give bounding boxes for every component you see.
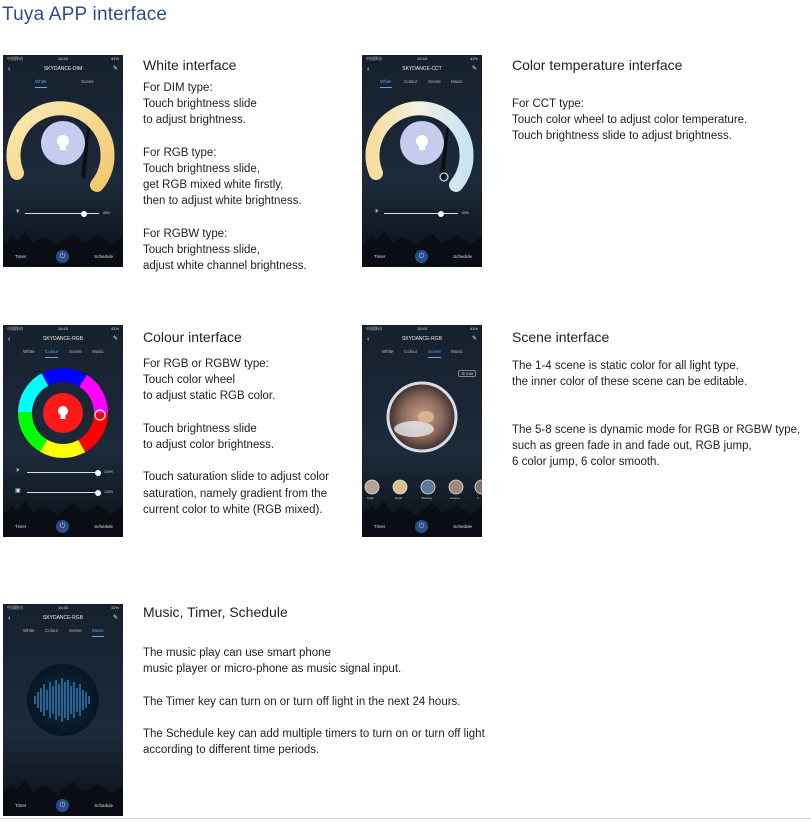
tab-white[interactable]: White bbox=[23, 349, 35, 354]
brightness-slider[interactable] bbox=[25, 213, 99, 214]
scene-thumb-leisure[interactable] bbox=[449, 480, 463, 494]
music-section-title: Music, Timer, Schedule bbox=[143, 604, 288, 620]
clock: 15:43 bbox=[416, 326, 427, 331]
tab-white[interactable]: White bbox=[380, 77, 392, 88]
scene-thumb-working[interactable] bbox=[421, 480, 435, 494]
brightness-slider[interactable] bbox=[384, 213, 458, 214]
saturation-icon: ▣ bbox=[15, 488, 21, 494]
brightness-knob[interactable] bbox=[438, 211, 444, 217]
device-title: SKYDANCE-RGB bbox=[42, 336, 83, 342]
timer-button[interactable]: Timer bbox=[15, 254, 27, 259]
scene-thumb-read[interactable] bbox=[393, 480, 407, 494]
carrier: 中国移动 bbox=[366, 326, 382, 331]
device-title: SKYDANCE-RGB bbox=[42, 615, 83, 621]
schedule-button[interactable]: Schedule bbox=[94, 254, 113, 259]
tab-colour[interactable]: Colour bbox=[45, 347, 58, 358]
brightness-icon: ☀ bbox=[15, 209, 21, 215]
colour-section-title: Colour interface bbox=[143, 329, 242, 345]
saturation-value: 100% bbox=[104, 490, 113, 494]
brightness-value: 100% bbox=[104, 470, 113, 474]
tab-colour[interactable]: Colour bbox=[45, 628, 59, 633]
device-title: SKYDANCE-RGB bbox=[401, 336, 442, 342]
tab-colour[interactable]: Colour bbox=[404, 349, 418, 354]
schedule-button[interactable]: Schedule bbox=[94, 803, 113, 808]
device-title: SKYDANCE-CCT bbox=[402, 66, 442, 72]
battery: 41% bbox=[110, 605, 119, 610]
scene-label-working: Working bbox=[421, 496, 432, 500]
brightness-icon: ☀ bbox=[374, 209, 380, 215]
scene-section-title: Scene interface bbox=[512, 329, 610, 345]
power-button[interactable]: ⏻ bbox=[56, 520, 69, 533]
brightness-icon: ☀ bbox=[15, 468, 21, 474]
tab-music[interactable]: Music bbox=[451, 349, 463, 354]
music-interface-screenshot bbox=[3, 604, 123, 816]
schedule-button[interactable]: Schedule bbox=[453, 254, 472, 259]
edit-pencil-icon[interactable]: ✎ bbox=[112, 66, 118, 72]
tab-music[interactable]: Music bbox=[92, 626, 104, 637]
battery: 41% bbox=[110, 326, 119, 331]
scene-section-text-1: The 1-4 scene is static color for all light type. the inner color of these scene can be editable. bbox=[512, 360, 748, 389]
clock: 15:43 bbox=[57, 56, 68, 61]
scene-edit-button[interactable]: ☰ Edit bbox=[458, 370, 476, 377]
battery: 41% bbox=[469, 56, 478, 61]
colour-section-text: For RGB or RGBW type: Touch color wheel to adjust static RGB color. Touch brightness slide to adjust color brightness. Touch saturation slide to adjust color saturation, namely gradient from the current color to white (RGB mixed). bbox=[143, 358, 330, 516]
tab-scene[interactable]: Scene bbox=[69, 349, 82, 354]
scene-interface-screenshot bbox=[362, 325, 482, 537]
scene-label-read: Read bbox=[395, 496, 403, 500]
clock: 15:43 bbox=[57, 326, 68, 331]
tab-white[interactable]: White bbox=[35, 77, 47, 88]
cct-interface-screenshot bbox=[362, 55, 482, 267]
brightness-knob[interactable] bbox=[95, 470, 101, 476]
power-button[interactable]: ⏻ bbox=[415, 520, 428, 533]
scene-edit-label: Edit bbox=[466, 371, 473, 376]
back-icon[interactable]: ‹ bbox=[367, 66, 370, 73]
scene-label-5: S bbox=[477, 496, 480, 500]
white-interface-screenshot bbox=[3, 55, 123, 267]
cct-section-text: For CCT type: Touch color wheel to adjust color temperature. Touch brightness slide to adjust brightness. bbox=[512, 98, 748, 143]
carrier: 中国移动 bbox=[366, 56, 382, 61]
schedule-button[interactable]: Schedule bbox=[453, 524, 472, 529]
tab-scene[interactable]: Scene bbox=[81, 79, 94, 84]
carrier: 中国移动 bbox=[7, 605, 23, 610]
edit-pencil-icon[interactable]: ✎ bbox=[471, 66, 477, 72]
power-button[interactable]: ⏻ bbox=[415, 250, 428, 263]
timer-button[interactable]: Timer bbox=[374, 254, 386, 259]
tab-scene[interactable]: Scene bbox=[428, 347, 441, 358]
white-section-text: For DIM type: Touch brightness slide to adjust brightness. For RGB type: Touch brightness slide, get RGB mixed white firstly, then to adjust white brightness. For RGBW type: Touch brightness slide, adjust white channel brightness. bbox=[143, 82, 307, 273]
tab-music[interactable]: Music bbox=[92, 349, 104, 354]
timer-button[interactable]: Timer bbox=[374, 524, 386, 529]
edit-pencil-icon[interactable]: ✎ bbox=[112, 336, 118, 342]
saturation-knob[interactable] bbox=[95, 490, 101, 496]
back-icon[interactable]: ‹ bbox=[8, 615, 11, 622]
scene-thumb-night[interactable] bbox=[365, 480, 379, 494]
back-icon[interactable]: ‹ bbox=[367, 336, 370, 343]
edit-pencil-icon[interactable]: ✎ bbox=[112, 615, 118, 621]
scene-label-night: Night bbox=[367, 496, 375, 500]
page-title: Tuya APP interface bbox=[2, 4, 168, 25]
edit-pencil-icon[interactable]: ✎ bbox=[471, 336, 477, 342]
cct-section-title: Color temperature interface bbox=[512, 57, 683, 73]
timer-button[interactable]: Timer bbox=[15, 803, 27, 808]
saturation-slider[interactable] bbox=[27, 492, 99, 493]
scene-section-text-2: The 5-8 scene is dynamic mode for RGB or RGBW type, such as green fade in and fade out, RGB jump, 6 color jump, 6 color smooth. bbox=[512, 424, 801, 469]
tab-white[interactable]: White bbox=[382, 349, 394, 354]
tab-scene[interactable]: Scene bbox=[428, 79, 441, 84]
brightness-value: 45% bbox=[103, 211, 111, 215]
brightness-slider[interactable] bbox=[27, 472, 99, 473]
brightness-value: 50% bbox=[462, 211, 470, 215]
tab-white[interactable]: White bbox=[23, 628, 35, 633]
clock: 15:43 bbox=[416, 56, 427, 61]
colour-interface-screenshot bbox=[3, 325, 123, 537]
music-section-text: The music play can use smart phone music player or micro-phone as music signal input. The Timer key can turn on or turn off light in the next 24 hours. The Schedule key can add multiple timers to turn on or turn off light according to different time periods. bbox=[143, 647, 485, 757]
carrier: 中国移动 bbox=[7, 326, 23, 331]
tab-music[interactable]: Music bbox=[451, 79, 463, 84]
clock: 15:43 bbox=[57, 605, 68, 610]
scene-label-leisure: Leisure bbox=[450, 496, 460, 500]
schedule-button[interactable]: Schedule bbox=[94, 524, 113, 529]
battery: 41% bbox=[110, 56, 119, 61]
power-button[interactable]: ⏻ bbox=[56, 799, 69, 812]
back-icon[interactable]: ‹ bbox=[8, 66, 11, 73]
brightness-knob[interactable] bbox=[81, 211, 87, 217]
carrier: 中国移动 bbox=[7, 56, 23, 61]
bottom-divider bbox=[0, 818, 811, 819]
tab-colour[interactable]: Colour bbox=[404, 79, 418, 84]
timer-button[interactable]: Timer bbox=[15, 524, 27, 529]
power-button[interactable]: ⏻ bbox=[56, 250, 69, 263]
white-section-title: White interface bbox=[143, 57, 237, 73]
back-icon[interactable]: ‹ bbox=[8, 336, 11, 343]
tab-scene[interactable]: Scene bbox=[69, 628, 82, 633]
device-title: SKYDANCE-DIM bbox=[43, 66, 83, 72]
battery: 41% bbox=[469, 326, 478, 331]
